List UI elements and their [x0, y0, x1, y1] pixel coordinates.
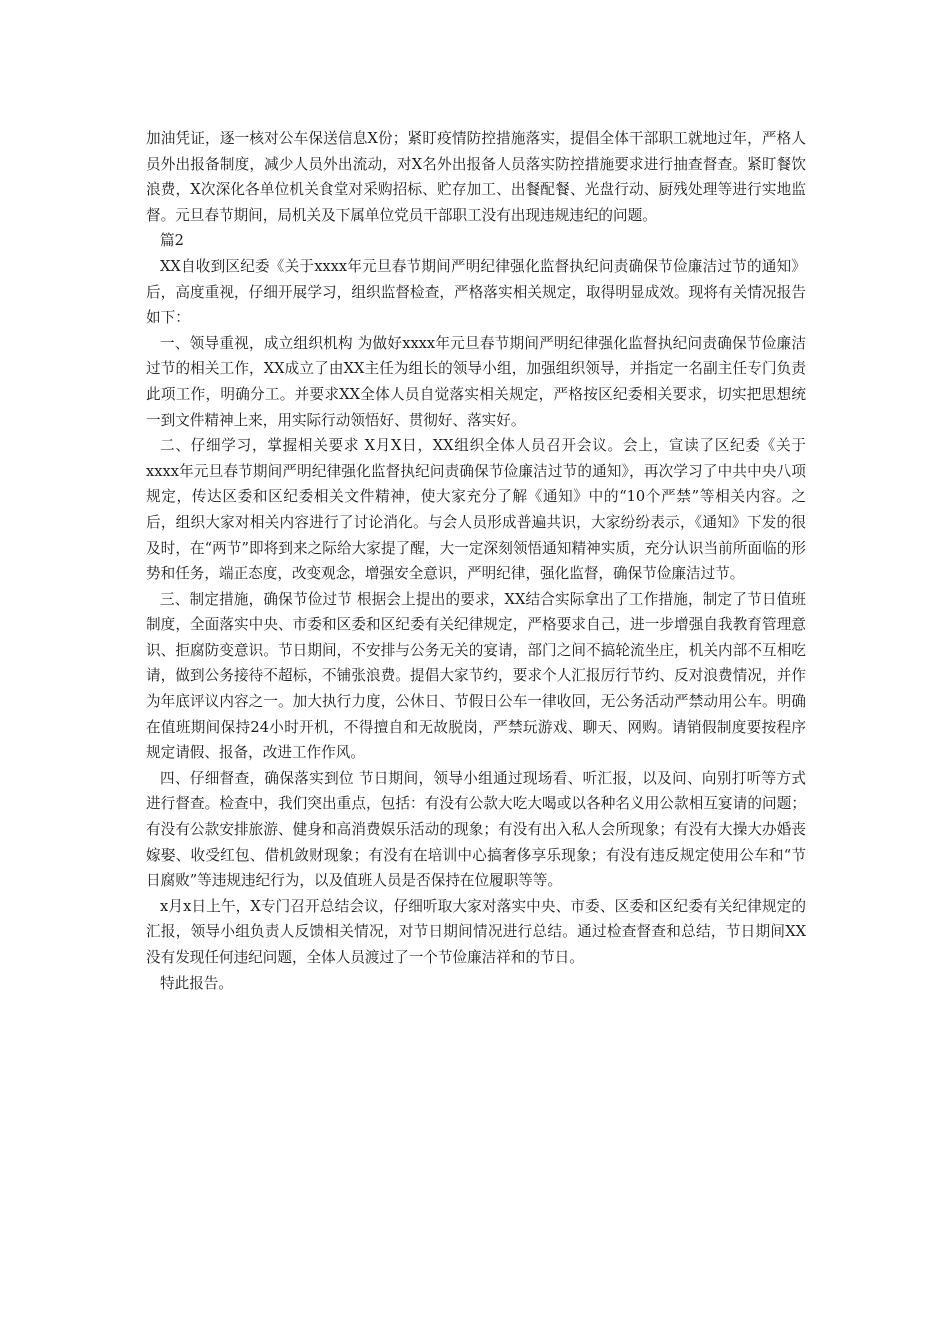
section-heading-part-2: 篇2 — [160, 232, 184, 250]
paragraph-section-2: 二、仔细学习，掌握相关要求 X月X日，XX组织全体人员召开会议。会上，宣读了区纪委《关于xxxx年元旦春节期间严明纪律强化监督执纪问责确保节俭廉洁过节的通知》，再次学习了中共中央八项规定，传达区委和区纪委相关文件精神，使大家充分了解《通知》中的“10个严禁”等相关内容。之后，组织大家对相关内容进行了讨论消化。与会人员形成普遍共识，大家纷纷表示，《通知》下发的很及时，在“两节”即将到来之际给大家提了醒，大一定深刻领悟通知精神实质，充分认识当前所面临的形势和任务，端正态度，改变观念，增强安全意识，严明纪律，强化监督，确保节俭廉洁过节。 — [146, 437, 806, 583]
document-body — [146, 126, 806, 996]
paragraph-section-1: 一、领导重视，成立组织机构 为做好xxxx年元旦春节期间严明纪律强化监督执纪问责确保节俭廉洁过节的相关工作，XX成立了由XX主任为组长的领导小组，加强组织领导，并指定一名副主任专门负责此项工作，明确分工。并要求XX全体人员自觉落实相关规定，严格按区纪委相关要求，切实把思想统一到文件精神上来，用实际行动领悟好、贯彻好、落实好。 — [146, 334, 806, 429]
paragraph-summary: x月x日上午，X专门召开总结会议，仔细听取大家对落实中央、市委、区委和区纪委有关纪律规定的汇报，领导小组负责人反馈相关情况，对节日期间情况进行总结。通过检查督查和总结，节日期间XX没有发现任何违纪问题，全体人员渡过了一个节俭廉洁祥和的节日。 — [146, 897, 806, 966]
paragraph-section-3: 三、制定措施，确保节俭过节 根据会上提出的要求，XX结合实际拿出了工作措施，制定了节日值班制度，全面落实中央、市委和区委和区纪委有关纪律规定，严格要求自己，进一步增强自我教育管理意识、拒腐防变意识。节日期间，不安排与公务无关的宴请，部门之间不搞轮流坐庄，机关内部不互相吃请，做到公务接待不超标，不铺张浪费。提倡大家节约，要求个人汇报厉行节约、反对浪费情况，并作为年底评议内容之一。加大执行力度，公休日、节假日公车一律收回，无公务活动严禁动用公车。明确在值班期间保持24小时开机，不得擅自和无故脱岗，严禁玩游戏、聊天、网购。请销假制度要按程序规定请假、报备，改进工作作风。 — [146, 590, 806, 762]
paragraph-closing: 特此报告。 — [160, 974, 233, 992]
paragraph-section-4: 四、仔细督查，确保落实到位 节日期间，领导小组通过现场看、听汇报，以及问、向别打听等方式进行督查。检查中，我们突出重点，包括：有没有公款大吃大喝或以各种名义用公款相互宴请的问题；有没有公款安排旅游、健身和高消费娱乐活动的现象；有没有出入私人会所现象；有没有大操大办婚丧嫁娶、收受红包、借机敛财现象；有没有在培训中心搞奢侈享乐现象；有没有违反规定使用公车和“节日腐败”等违规违纪行为，以及值班人员是否保持在位履职等等。 — [146, 769, 806, 890]
paragraph-intro: XX自收到区纪委《关于xxxx年元旦春节期间严明纪律强化监督执纪问责确保节俭廉洁过节的通知》后，高度重视，仔细开展学习，组织监督检查，严格落实相关规定，取得明显成效。现将有关情况报告如下： — [146, 257, 806, 327]
paragraph-continuation: 加油凭证，逐一核对公车保送信息X份；紧盯疫情防控措施落实，提倡全体干部职工就地过年，严格人员外出报备制度，减少人员外出流动，对X名外出报备人员落实防控措施要求进行抽查督查。紧盯餐饮浪费，X次深化各单位机关食堂对采购招标、贮存加工、出餐配餐、光盘行动、厨残处理等进行实地监督。元旦春节期间，局机关及下属单位党员干部职工没有出现违规违纪的问题。 — [146, 130, 806, 224]
